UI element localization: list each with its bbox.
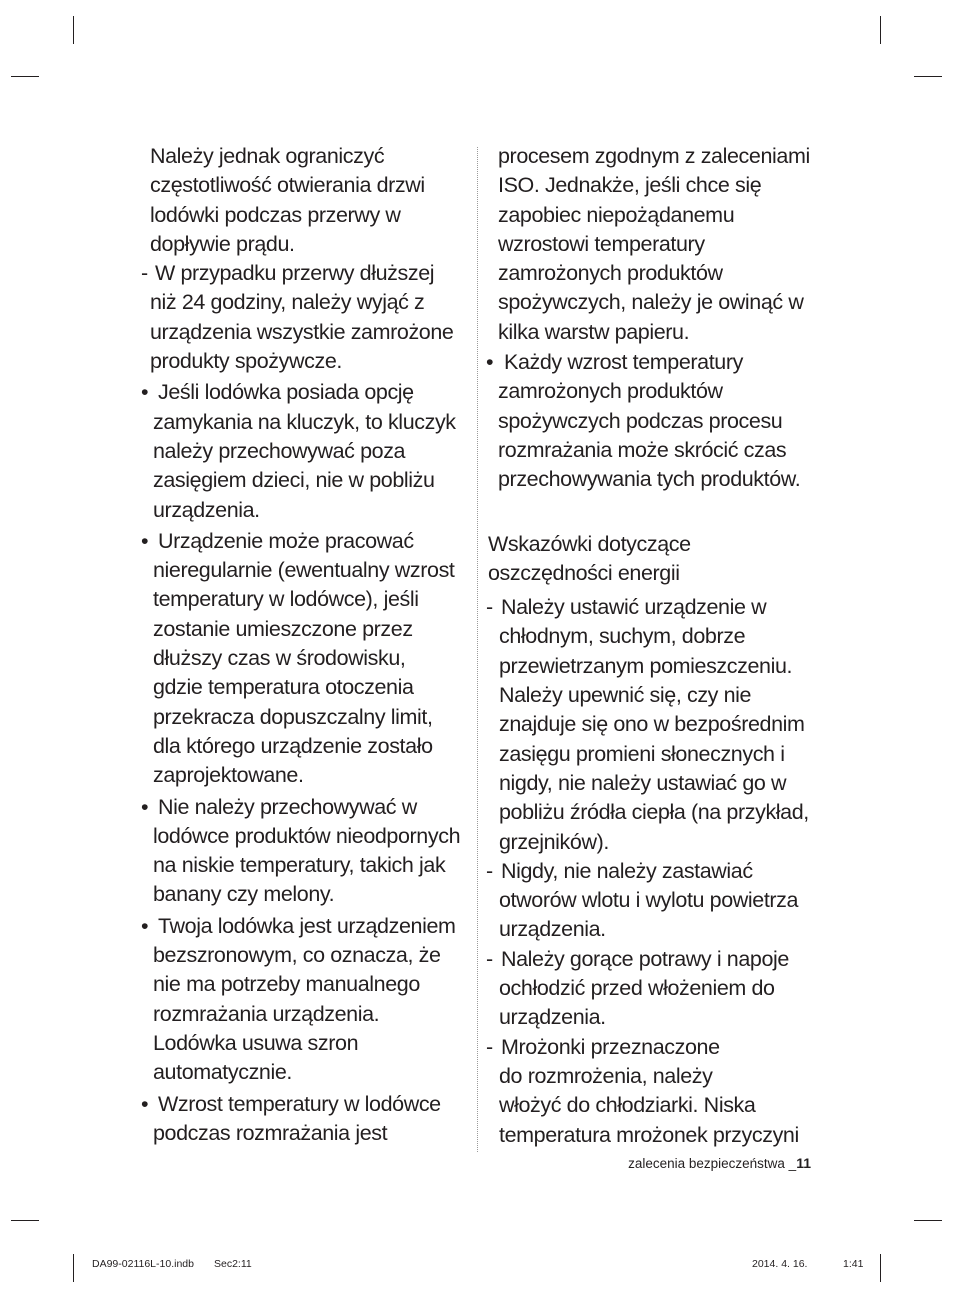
text-line: spożywczych podczas procesu <box>498 408 783 433</box>
column-divider <box>477 147 478 1152</box>
text-line: zamykania na kluczyk, to kluczyk <box>153 409 456 434</box>
text-line: ochłodzić przed włożeniem do <box>499 976 775 1001</box>
bullet-item <box>141 1090 471 1149</box>
crop-mark-bottom-right-h <box>914 1220 942 1221</box>
crop-mark-bottom-right <box>880 1254 881 1282</box>
text-line: wzrostowi temperatury <box>498 231 705 256</box>
text-line: zamrożonych produktów <box>498 379 723 404</box>
text-line: zapobiec niepożądanemu <box>498 202 735 227</box>
text-line: Lodówka usuwa szron <box>153 1030 359 1055</box>
bullet-marker: • <box>141 794 149 819</box>
bullet-marker: • <box>486 350 494 375</box>
text-line: lodówce produktów nieodpornych <box>153 823 461 848</box>
heading-line: Wskazówki dotyczące <box>488 531 691 556</box>
text-line: pobliżu źródła ciepła (na przykład, <box>499 800 809 825</box>
text-line: zostanie umieszczone przez <box>153 616 413 641</box>
text-line: zaprojektowane. <box>153 763 304 788</box>
right-column <box>486 142 816 1150</box>
text-line: Twoja lodówka jest urządzeniem <box>158 913 456 938</box>
text-line: grzejników). <box>499 829 609 854</box>
bullet-marker: • <box>141 1091 149 1116</box>
text-line: lodówki podczas przerwy w <box>150 202 401 227</box>
text-line: niż 24 godziny, należy wyjąć z <box>150 290 425 315</box>
text-line: dla którego urządzenie zostało <box>153 733 433 758</box>
bullet-item <box>141 793 471 910</box>
text-line: Jeśli lodówka posiada opcję <box>158 380 414 405</box>
text-line: przewietrzanym pomieszczeniu. <box>499 653 793 678</box>
text-line: W przypadku przerwy dłuższej <box>155 261 435 286</box>
list-item <box>486 945 816 1033</box>
continued-paragraph <box>486 142 816 347</box>
text-line: Wzrost temperatury w lodówce <box>158 1091 441 1116</box>
text-line: dopływie prądu. <box>150 231 295 256</box>
crop-mark-top-right-h <box>914 76 942 77</box>
dash-marker: - <box>486 946 493 971</box>
text-line: zasięgu promieni słonecznych i <box>499 741 785 766</box>
crop-mark-top-right <box>880 16 881 44</box>
print-date: 2014. 4. 16. <box>752 1258 808 1270</box>
text-line: spożywczych, należy je owinąć w <box>498 290 804 315</box>
text-line: podczas rozmrażania jest <box>153 1120 388 1145</box>
list-item <box>141 259 471 376</box>
text-line: urządzenia wszystkie zamrożone <box>150 319 454 344</box>
text-line: urządzenia. <box>499 1005 606 1030</box>
text-line: zamrożonych produktów <box>498 261 723 286</box>
text-line: nigdy, nie należy ustawiać go w <box>499 770 787 795</box>
text-line: Każdy wzrost temperatury <box>504 350 743 375</box>
bullet-marker: • <box>141 913 149 938</box>
text-line: Mrożonki przeznaczone <box>501 1034 720 1059</box>
crop-mark-top-left-h <box>11 76 39 77</box>
print-time: 1:41 <box>843 1258 864 1270</box>
crop-mark-top-left <box>73 16 74 44</box>
text-line: należy przechowywać poza <box>153 438 406 463</box>
text-line: rozmrażania urządzenia. <box>153 1001 380 1026</box>
text-line: do rozmrożenia, należy <box>499 1063 713 1088</box>
text-line: gdzie temperatura otoczenia <box>153 675 414 700</box>
text-line: Nie należy przechowywać w <box>158 794 417 819</box>
text-line: urządzenia. <box>499 917 606 942</box>
text-line: temperatury w lodówce), jeśli <box>153 587 419 612</box>
bullet-item <box>141 912 471 1088</box>
text-line: ISO. Jednakże, jeśli chce się <box>498 173 762 198</box>
bullet-marker: • <box>141 380 149 405</box>
text-line: włożyć do chłodziarki. Niska <box>499 1093 756 1118</box>
text-line: częstotliwość otwierania drzwi <box>150 173 425 198</box>
crop-mark-bottom-left-h <box>11 1220 39 1221</box>
text-line: zasięgiem dzieci, nie w pobliżu <box>153 468 435 493</box>
dash-marker: - <box>486 595 493 620</box>
text-line: Nigdy, nie należy zastawiać <box>501 858 753 883</box>
text-line: automatycznie. <box>153 1060 293 1085</box>
text-line: nie ma potrzeby manualnego <box>153 972 420 997</box>
dash-marker: - <box>141 261 148 286</box>
intro-paragraph <box>141 142 471 259</box>
text-line: dłuższy czas w środowisku, <box>153 646 406 671</box>
page-footer <box>628 1155 811 1171</box>
dash-marker: - <box>486 858 493 883</box>
text-line: przechowywania tych produktów. <box>498 467 801 492</box>
text-line: kilka warstw papieru. <box>498 319 690 344</box>
text-line: banany czy melony. <box>153 882 335 907</box>
text-line: Urządzenie może pracować <box>158 528 414 553</box>
text-line: Należy ustawić urządzenie w <box>501 595 767 620</box>
heading-line: oszczędności energii <box>488 560 680 585</box>
section-label: zalecenia bezpieczeństwa _ <box>628 1156 797 1171</box>
page-number: 11 <box>796 1155 811 1171</box>
bullet-item <box>141 527 471 791</box>
bullet-item <box>141 378 471 524</box>
text-line: bezszronowym, co oznacza, że <box>153 943 441 968</box>
bullet-marker: • <box>141 528 149 553</box>
text-line: znajduje się ono w bezpośrednim <box>499 712 805 737</box>
text-line: przekracza dopuszczalny limit, <box>153 704 433 729</box>
text-line: temperatura mrożonek przyczyni <box>499 1122 799 1147</box>
text-line: chłodnym, suchym, dobrze <box>499 624 746 649</box>
print-filename: DA99-02116L-10.indb <box>92 1258 194 1270</box>
list-item <box>486 857 816 945</box>
text-line: otworów wlotu i wylotu powietrza <box>499 888 799 913</box>
text-line: Należy jednak ograniczyć <box>150 144 385 168</box>
bullet-item <box>486 348 816 494</box>
dash-marker: - <box>486 1034 493 1059</box>
section-heading <box>488 530 816 589</box>
text-line: produkty spożywcze. <box>150 349 342 374</box>
text-line: Należy gorące potrawy i napoje <box>501 946 789 971</box>
print-section: Sec2:11 <box>214 1258 252 1270</box>
left-column <box>141 142 471 1148</box>
list-item <box>486 593 816 857</box>
text-line: nieregularnie (ewentualny wzrost <box>153 558 455 583</box>
list-item <box>486 1033 816 1150</box>
text-line: na niskie temperatury, takich jak <box>153 853 446 878</box>
text-line: urządzenia. <box>153 497 260 522</box>
text-line: Należy upewnić się, czy nie <box>499 683 752 708</box>
text-line: procesem zgodnym z zaleceniami <box>498 144 810 168</box>
text-line: rozmrażania może skrócić czas <box>498 437 787 462</box>
crop-mark-bottom-left <box>73 1254 74 1282</box>
